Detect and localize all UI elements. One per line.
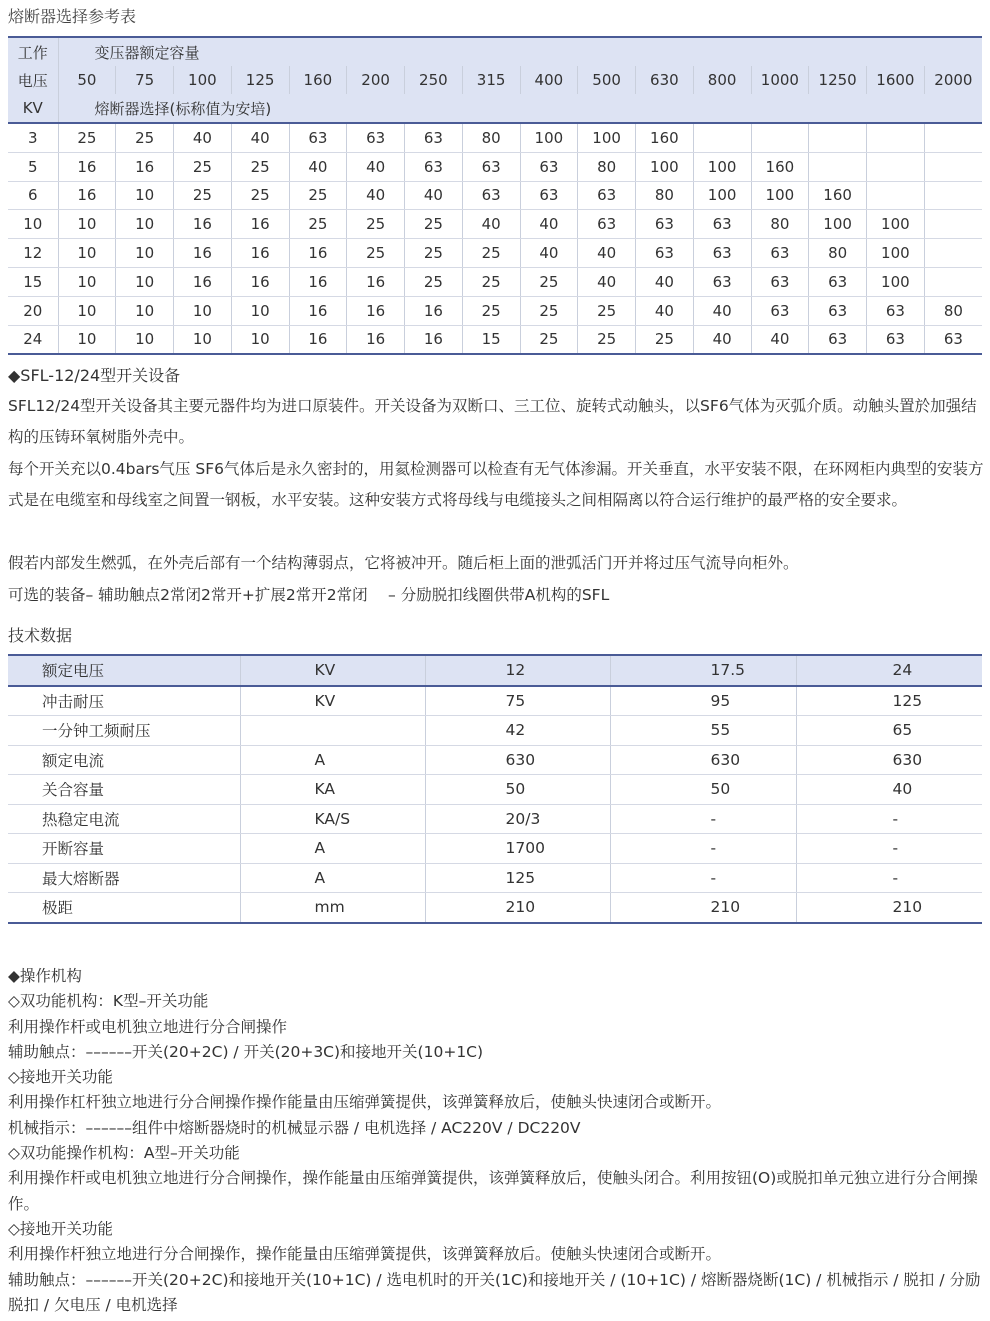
table-row bbox=[8, 152, 982, 181]
capacity-cell: 1000 bbox=[751, 66, 809, 94]
fuse-value-cell: 40 bbox=[174, 123, 232, 152]
tech-cell: - bbox=[610, 863, 796, 893]
table-row bbox=[8, 267, 982, 296]
page-title: 熔断器选择参考表 bbox=[8, 7, 137, 26]
fuse-value-cell bbox=[867, 181, 925, 210]
fuse-value-cell bbox=[693, 123, 751, 152]
fuse-value-cell: 16 bbox=[289, 239, 347, 268]
capacity-cell: 315 bbox=[462, 66, 520, 94]
fuse-value-cell: 10 bbox=[231, 325, 289, 354]
capacity-cell: 200 bbox=[347, 66, 405, 94]
fuse-value-cell: 40 bbox=[289, 152, 347, 181]
voltage-cell: 20 bbox=[8, 296, 58, 325]
ops-line: 辅助触点：––––––开关(20+2C)和接地开关(10+1C) / 选电机时的开关(1C)和接地开关 / (10+1C) / 熔断器烧断(1C) / 机械指示 / 脱扣 / 分励脱扣 / 欠电压 / 电机选择 bbox=[8, 1270, 981, 1314]
fuse-value-cell: 80 bbox=[751, 210, 809, 239]
ops-line: ◇接地开关功能 bbox=[8, 1068, 113, 1087]
fuse-value-cell bbox=[924, 181, 982, 210]
fuse-value-cell: 16 bbox=[405, 325, 463, 354]
ops-line: 利用操作杠杆独立地进行分合闸操作操作能量由压缩弹簧提供，该弹簧释放后，使触头快速闭合或断开。 bbox=[8, 1093, 722, 1112]
fuse-value-cell: 25 bbox=[520, 325, 578, 354]
voltage-label: 电压 bbox=[8, 66, 58, 94]
operating-mechanism-section bbox=[8, 964, 988, 1318]
fuse-table-header bbox=[8, 37, 982, 123]
fuse-value-cell bbox=[924, 123, 982, 152]
table-row bbox=[8, 716, 982, 746]
tech-cell: KA bbox=[240, 775, 425, 805]
fuse-value-cell: 63 bbox=[809, 296, 867, 325]
fuse-value-cell: 10 bbox=[116, 325, 174, 354]
fuse-value-cell: 25 bbox=[405, 210, 463, 239]
tech-cell: mm bbox=[240, 893, 425, 923]
tech-cell: KA/S bbox=[240, 804, 425, 834]
capacity-cell: 800 bbox=[693, 66, 751, 94]
fuse-value-cell: 100 bbox=[751, 181, 809, 210]
fuse-value-cell: 10 bbox=[116, 210, 174, 239]
fuse-value-cell: 80 bbox=[578, 152, 636, 181]
fuse-value-cell: 40 bbox=[636, 267, 694, 296]
fuse-value-cell: 16 bbox=[231, 239, 289, 268]
tech-cell: 50 bbox=[610, 775, 796, 805]
fuse-value-cell: 63 bbox=[809, 267, 867, 296]
tech-cell: - bbox=[796, 804, 982, 834]
fuse-value-cell: 25 bbox=[462, 296, 520, 325]
capacity-cell: 1250 bbox=[809, 66, 867, 94]
fuse-value-cell: 63 bbox=[405, 123, 463, 152]
tech-cell: A bbox=[240, 834, 425, 864]
tech-cell: 42 bbox=[425, 716, 610, 746]
capacity-cell: 2000 bbox=[924, 66, 982, 94]
fuse-value-cell: 40 bbox=[578, 267, 636, 296]
fuse-value-cell: 63 bbox=[751, 296, 809, 325]
fuse-value-cell: 40 bbox=[693, 296, 751, 325]
fuse-value-cell: 40 bbox=[405, 181, 463, 210]
tech-cell: A bbox=[240, 745, 425, 775]
tech-table-header bbox=[8, 655, 982, 686]
fuse-value-cell: 100 bbox=[867, 210, 925, 239]
fuse-value-cell: 63 bbox=[809, 325, 867, 354]
ops-line: ◇双功能机构：K型–开关功能 bbox=[8, 992, 209, 1011]
fuse-value-cell: 25 bbox=[289, 181, 347, 210]
tech-cell: 125 bbox=[796, 686, 982, 716]
fuse-value-cell: 63 bbox=[693, 267, 751, 296]
voltage-cell: 12 bbox=[8, 239, 58, 268]
fuse-value-cell: 100 bbox=[809, 210, 867, 239]
fuse-value-cell: 40 bbox=[347, 152, 405, 181]
fuse-value-cell: 25 bbox=[405, 267, 463, 296]
tech-data-table bbox=[8, 654, 982, 924]
table-row bbox=[8, 239, 982, 268]
fuse-value-cell: 10 bbox=[174, 325, 232, 354]
fuse-value-cell: 16 bbox=[347, 325, 405, 354]
fuse-value-cell: 16 bbox=[289, 325, 347, 354]
table-row bbox=[8, 863, 982, 893]
fuse-value-cell: 25 bbox=[116, 123, 174, 152]
tech-cell: - bbox=[610, 834, 796, 864]
capacity-cell: 50 bbox=[58, 66, 116, 94]
tech-header-cell: 24 bbox=[796, 655, 982, 686]
table-row bbox=[8, 893, 982, 923]
tech-header-cell: 17.5 bbox=[610, 655, 796, 686]
tech-cell: 210 bbox=[796, 893, 982, 923]
fuse-value-cell: 25 bbox=[578, 325, 636, 354]
tech-cell: 极距 bbox=[8, 893, 240, 923]
fuse-value-cell: 16 bbox=[58, 181, 116, 210]
fuse-value-cell: 40 bbox=[636, 296, 694, 325]
fuse-value-cell: 63 bbox=[867, 325, 925, 354]
fuse-value-cell: 63 bbox=[636, 239, 694, 268]
fuse-value-cell: 16 bbox=[347, 267, 405, 296]
fuse-value-cell: 100 bbox=[578, 123, 636, 152]
fuse-value-cell: 63 bbox=[636, 210, 694, 239]
table-row bbox=[8, 804, 982, 834]
capacity-cell: 75 bbox=[116, 66, 174, 94]
fuse-value-cell: 63 bbox=[924, 325, 982, 354]
fuse-value-cell: 25 bbox=[174, 181, 232, 210]
fuse-value-cell: 25 bbox=[405, 239, 463, 268]
fuse-value-cell: 16 bbox=[116, 152, 174, 181]
tech-cell: 40 bbox=[796, 775, 982, 805]
fuse-value-cell: 16 bbox=[289, 267, 347, 296]
fuse-value-cell: 100 bbox=[693, 152, 751, 181]
tech-cell bbox=[240, 716, 425, 746]
fuse-value-cell bbox=[924, 239, 982, 268]
tech-cell: 630 bbox=[610, 745, 796, 775]
capacity-cell: 250 bbox=[405, 66, 463, 94]
tech-cell: 630 bbox=[796, 745, 982, 775]
table-row bbox=[8, 686, 982, 716]
ops-line: 利用操作杆或电机独立地进行分合闸操作 bbox=[8, 1017, 288, 1036]
voltage-unit: KV bbox=[8, 94, 58, 123]
tech-cell: 额定电流 bbox=[8, 745, 240, 775]
voltage-label: 工作 bbox=[8, 37, 58, 66]
tech-cell: 1700 bbox=[425, 834, 610, 864]
fuse-value-cell: 15 bbox=[462, 325, 520, 354]
tech-cell: 20/3 bbox=[425, 804, 610, 834]
tech-header-cell: KV bbox=[240, 655, 425, 686]
fuse-value-cell: 40 bbox=[578, 239, 636, 268]
tech-cell: A bbox=[240, 863, 425, 893]
fuse-value-cell: 63 bbox=[520, 152, 578, 181]
fuse-value-cell: 16 bbox=[58, 152, 116, 181]
sfl-paragraph-4: 可选的装备– 辅助触点2常闭2常开+扩展2常开2常闭 – 分励脱扣线圈供带A机构的SFL bbox=[8, 586, 610, 604]
fuse-value-cell: 16 bbox=[174, 210, 232, 239]
tech-cell: - bbox=[796, 834, 982, 864]
table-row bbox=[8, 745, 982, 775]
tech-cell: 65 bbox=[796, 716, 982, 746]
fuse-value-cell: 25 bbox=[231, 152, 289, 181]
fuse-value-cell: 160 bbox=[636, 123, 694, 152]
capacity-cell: 400 bbox=[520, 66, 578, 94]
tech-cell: 630 bbox=[425, 745, 610, 775]
ops-line: ◇双功能操作机构：A型–开关功能 bbox=[8, 1144, 240, 1163]
fuse-value-cell: 63 bbox=[751, 239, 809, 268]
ops-heading: ◆操作机构 bbox=[8, 967, 82, 985]
tech-cell: 210 bbox=[425, 893, 610, 923]
sfl-paragraph-2: 每个开关充以0.4bars气压 SF6气体后是永久密封的，用氦检测器可以检查有无气体渗漏。开关垂直，水平安装不限，在环网柜内典型的安装方式是在电缆室和母线室之间置一钢板，水平安装。这种安装方式将母线与电缆接头之间相隔离以符合运行维护的最严格的安全要求。 bbox=[8, 460, 984, 509]
ops-line: 辅助触点：––––––开关(20+2C) / 开关(20+3C)和接地开关(10+1C) bbox=[8, 1042, 484, 1061]
table-row bbox=[8, 296, 982, 325]
ops-line: 机械指示：––––––组件中熔断器烧时的机械显示器 / 电机选择 / AC220V / DC220V bbox=[8, 1118, 581, 1137]
fuse-value-cell: 40 bbox=[520, 239, 578, 268]
fuse-value-cell: 25 bbox=[520, 296, 578, 325]
tech-cell: 95 bbox=[610, 686, 796, 716]
tech-header-cell: 额定电压 bbox=[8, 655, 240, 686]
tech-heading: 技术数据 bbox=[8, 626, 73, 645]
tech-cell: 冲击耐压 bbox=[8, 686, 240, 716]
fuse-value-cell: 63 bbox=[347, 123, 405, 152]
fuse-value-cell: 10 bbox=[58, 296, 116, 325]
ops-line: 利用操作杆独立地进行分合闸操作，操作能量由压缩弹簧提供，该弹簧释放后。使触头快速闭合或断开。 bbox=[8, 1245, 722, 1264]
fuse-value-cell: 16 bbox=[231, 210, 289, 239]
sfl-paragraph-3: 假若内部发生燃弧，在外壳后部有一个结构薄弱点，它将被冲开。随后柜上面的泄弧活门开并将过压气流导向柜外。 bbox=[8, 554, 799, 572]
table-row bbox=[8, 325, 982, 354]
voltage-cell: 5 bbox=[8, 152, 58, 181]
tech-cell: 关合容量 bbox=[8, 775, 240, 805]
sfl-paragraph-1: SFL12/24型开关设备其主要元器件均为进口原装件。开关设备为双断口、三工位、旋转式动触头，以SF6气体为灭弧介质。动触头置於加强结构的压铸环氧树脂外壳中。 bbox=[8, 397, 977, 446]
fuse-value-cell: 40 bbox=[693, 325, 751, 354]
fuse-value-cell: 63 bbox=[578, 181, 636, 210]
fuse-header: 熔断器选择(标称值为安培) bbox=[58, 94, 982, 123]
capacity-cell: 125 bbox=[231, 66, 289, 94]
fuse-value-cell: 80 bbox=[924, 296, 982, 325]
fuse-value-cell: 10 bbox=[116, 296, 174, 325]
table-row bbox=[8, 210, 982, 239]
tech-cell: 热稳定电流 bbox=[8, 804, 240, 834]
fuse-value-cell: 63 bbox=[867, 296, 925, 325]
fuse-value-cell: 10 bbox=[116, 239, 174, 268]
fuse-table-body bbox=[8, 123, 982, 354]
fuse-value-cell: 63 bbox=[693, 239, 751, 268]
fuse-value-cell: 25 bbox=[174, 152, 232, 181]
fuse-value-cell: 40 bbox=[231, 123, 289, 152]
fuse-value-cell: 25 bbox=[347, 239, 405, 268]
table-row bbox=[8, 123, 982, 152]
fuse-value-cell: 100 bbox=[867, 267, 925, 296]
voltage-cell: 24 bbox=[8, 325, 58, 354]
capacity-cell: 630 bbox=[636, 66, 694, 94]
capacity-cell: 1600 bbox=[867, 66, 925, 94]
fuse-value-cell: 10 bbox=[174, 296, 232, 325]
tech-cell: 125 bbox=[425, 863, 610, 893]
fuse-value-cell: 16 bbox=[289, 296, 347, 325]
fuse-value-cell: 63 bbox=[405, 152, 463, 181]
tech-cell: 一分钟工频耐压 bbox=[8, 716, 240, 746]
fuse-value-cell bbox=[924, 152, 982, 181]
tech-table-body bbox=[8, 686, 982, 923]
fuse-value-cell: 160 bbox=[809, 181, 867, 210]
ops-line: ◇接地开关功能 bbox=[8, 1219, 113, 1238]
fuse-value-cell bbox=[809, 123, 867, 152]
tech-cell: 50 bbox=[425, 775, 610, 805]
fuse-value-cell: 80 bbox=[636, 181, 694, 210]
fuse-value-cell: 100 bbox=[636, 152, 694, 181]
fuse-value-cell: 63 bbox=[693, 210, 751, 239]
capacity-header: 变压器额定容量 bbox=[58, 37, 982, 66]
table-row bbox=[8, 775, 982, 805]
fuse-value-cell: 100 bbox=[520, 123, 578, 152]
fuse-value-cell: 63 bbox=[520, 181, 578, 210]
fuse-value-cell: 25 bbox=[58, 123, 116, 152]
fuse-value-cell: 10 bbox=[58, 210, 116, 239]
fuse-value-cell: 40 bbox=[347, 181, 405, 210]
fuse-value-cell: 40 bbox=[751, 325, 809, 354]
fuse-value-cell: 80 bbox=[462, 123, 520, 152]
tech-cell: 210 bbox=[610, 893, 796, 923]
fuse-value-cell: 25 bbox=[462, 267, 520, 296]
tech-cell: 开断容量 bbox=[8, 834, 240, 864]
sfl-heading: ◆SFL-12/24型开关设备 bbox=[8, 366, 181, 385]
tech-cell: 75 bbox=[425, 686, 610, 716]
fuse-value-cell: 10 bbox=[58, 239, 116, 268]
capacity-cell: 500 bbox=[578, 66, 636, 94]
fuse-value-cell: 16 bbox=[174, 267, 232, 296]
fuse-value-cell: 25 bbox=[231, 181, 289, 210]
fuse-value-cell bbox=[809, 152, 867, 181]
fuse-value-cell: 10 bbox=[116, 181, 174, 210]
fuse-value-cell bbox=[924, 267, 982, 296]
voltage-cell: 15 bbox=[8, 267, 58, 296]
fuse-value-cell: 25 bbox=[462, 239, 520, 268]
voltage-cell: 3 bbox=[8, 123, 58, 152]
fuse-value-cell bbox=[924, 210, 982, 239]
fuse-value-cell bbox=[867, 123, 925, 152]
fuse-value-cell: 10 bbox=[116, 267, 174, 296]
table-row bbox=[8, 834, 982, 864]
fuse-value-cell: 16 bbox=[347, 296, 405, 325]
ops-line: 利用操作杆或电机独立地进行分合闸操作，操作能量由压缩弹簧提供，该弹簧释放后，使触头闭合。利用按钮(O)或脱扣单元独立进行分合闸操作。 bbox=[8, 1169, 978, 1213]
fuse-value-cell: 25 bbox=[520, 267, 578, 296]
fuse-value-cell: 160 bbox=[751, 152, 809, 181]
tech-cell: - bbox=[610, 804, 796, 834]
fuse-value-cell: 16 bbox=[405, 296, 463, 325]
voltage-cell: 6 bbox=[8, 181, 58, 210]
fuse-selection-table bbox=[8, 36, 982, 355]
fuse-value-cell: 10 bbox=[231, 296, 289, 325]
tech-cell: KV bbox=[240, 686, 425, 716]
fuse-value-cell: 63 bbox=[462, 152, 520, 181]
fuse-value-cell: 10 bbox=[58, 267, 116, 296]
tech-cell: 55 bbox=[610, 716, 796, 746]
tech-cell: 最大熔断器 bbox=[8, 863, 240, 893]
tech-cell: - bbox=[796, 863, 982, 893]
fuse-value-cell: 63 bbox=[289, 123, 347, 152]
fuse-value-cell: 63 bbox=[578, 210, 636, 239]
fuse-value-cell: 25 bbox=[289, 210, 347, 239]
fuse-value-cell: 16 bbox=[174, 239, 232, 268]
table-row bbox=[8, 181, 982, 210]
fuse-value-cell: 63 bbox=[751, 267, 809, 296]
fuse-value-cell bbox=[751, 123, 809, 152]
fuse-value-cell: 100 bbox=[867, 239, 925, 268]
fuse-value-cell: 80 bbox=[809, 239, 867, 268]
capacity-cell: 160 bbox=[289, 66, 347, 94]
fuse-value-cell bbox=[867, 152, 925, 181]
fuse-value-cell: 40 bbox=[520, 210, 578, 239]
fuse-value-cell: 25 bbox=[636, 325, 694, 354]
fuse-value-cell: 40 bbox=[462, 210, 520, 239]
fuse-value-cell: 10 bbox=[58, 325, 116, 354]
fuse-value-cell: 16 bbox=[231, 267, 289, 296]
voltage-cell: 10 bbox=[8, 210, 58, 239]
capacity-cell: 100 bbox=[174, 66, 232, 94]
fuse-value-cell: 100 bbox=[693, 181, 751, 210]
fuse-value-cell: 25 bbox=[578, 296, 636, 325]
fuse-value-cell: 25 bbox=[347, 210, 405, 239]
tech-header-cell: 12 bbox=[425, 655, 610, 686]
fuse-value-cell: 63 bbox=[462, 181, 520, 210]
